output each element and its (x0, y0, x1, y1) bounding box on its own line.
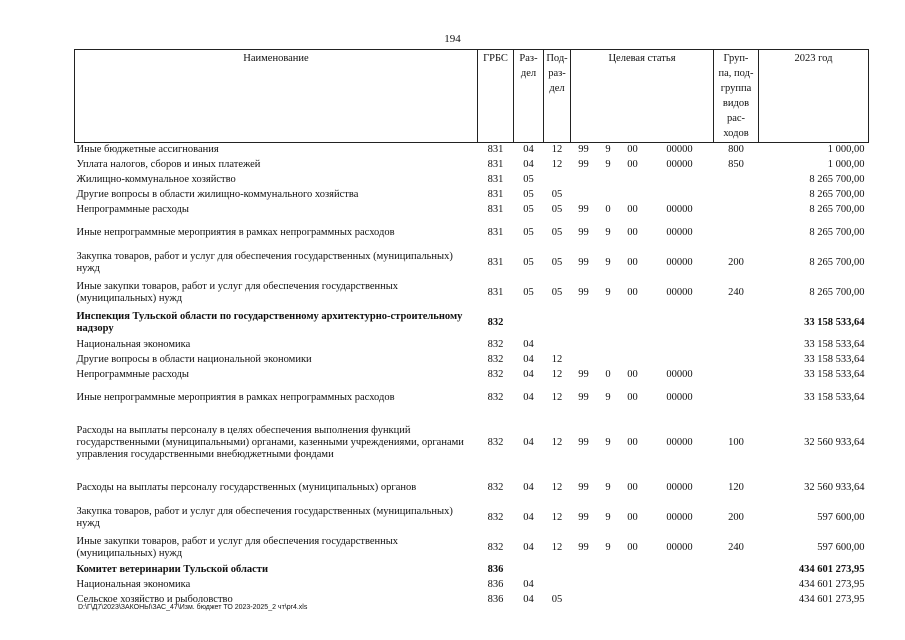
row-target-program (571, 353, 597, 368)
row-target-program (571, 173, 597, 188)
row-grbs: 831 (487, 286, 504, 298)
row-target-subprogram (597, 578, 620, 593)
row-podrazdel (544, 563, 571, 578)
row-razdel: 04 (523, 594, 534, 605)
row-name: Другие вопросы в области национальной экономики (76, 354, 312, 365)
row-grbs: 831 (487, 226, 504, 238)
row-amount: 33 158 533,64 (804, 369, 865, 380)
row-expense-group: 800 (728, 144, 744, 156)
row-amount: 434 601 273,95 (798, 594, 865, 605)
row-expense-group: 200 (728, 256, 744, 268)
table-row (75, 503, 869, 533)
row-podrazdel: 12 (551, 159, 563, 170)
table-row (75, 218, 869, 248)
row-amount: 32 560 933,64 (804, 436, 865, 448)
row-expense-group: 200 (728, 511, 744, 523)
row-podrazdel: 05 (551, 256, 563, 268)
row-target-direction (620, 563, 646, 578)
row-name: Закупка товаров, работ и услуг для обеспечения государственных (муниципальных) нужд (76, 250, 453, 274)
row-podrazdel (544, 578, 571, 593)
row-grbs: 832 (487, 436, 504, 448)
row-razdel: 05 (523, 256, 534, 268)
row-podrazdel: 05 (551, 286, 563, 298)
row-expense-group (714, 218, 759, 248)
header-razdel: Раз- дел (514, 50, 544, 143)
header-year: 2023 год (759, 50, 869, 143)
row-podrazdel: 12 (551, 391, 563, 403)
row-target-code: 00000 (666, 436, 693, 448)
row-podrazdel (544, 308, 571, 338)
row-target-direction: 00 (627, 369, 638, 380)
row-amount: 8 265 700,00 (809, 174, 865, 185)
row-razdel: 04 (523, 354, 534, 365)
row-target-program (571, 563, 597, 578)
row-grbs: 831 (487, 204, 504, 215)
row-target-subprogram: 9 (605, 511, 611, 523)
row-target-program (571, 188, 597, 203)
file-path-footer: D:\Г\Д7\2023\ЗАКОНЫ\ЗАС_47\Изм. бюджет ТО 2023-2025_2 чт\pr4.xls (78, 604, 308, 611)
row-target-code: 00000 (666, 511, 693, 523)
row-target-direction (620, 338, 646, 353)
row-target-subprogram: 9 (605, 226, 611, 238)
row-podrazdel: 12 (551, 354, 563, 365)
row-expense-group (714, 338, 759, 353)
table-row (75, 413, 869, 473)
row-target-code: 00000 (666, 159, 693, 170)
row-razdel: 05 (523, 189, 534, 200)
row-target-program (571, 308, 597, 338)
row-name: Непрограммные расходы (76, 369, 189, 380)
row-grbs: 832 (487, 354, 504, 365)
row-grbs: 831 (487, 189, 504, 200)
row-target-code (646, 353, 714, 368)
row-podrazdel (544, 338, 571, 353)
row-grbs: 832 (487, 541, 504, 553)
row-target-program: 99 (578, 226, 589, 238)
row-expense-group (714, 203, 759, 218)
row-expense-group: 240 (728, 541, 744, 553)
row-amount: 33 158 533,64 (804, 391, 865, 403)
header-name: Наименование (75, 50, 478, 143)
row-name: Сельское хозяйство и рыболовство (76, 594, 233, 605)
table-body (75, 143, 869, 608)
row-amount: 33 158 533,64 (804, 316, 865, 328)
row-razdel: 04 (523, 541, 534, 553)
row-podrazdel: 12 (551, 481, 563, 493)
row-target-code: 00000 (666, 541, 693, 553)
row-target-code (646, 173, 714, 188)
row-target-program: 99 (578, 391, 589, 403)
table-row (75, 338, 869, 353)
row-target-program: 99 (578, 511, 589, 523)
row-target-code: 00000 (666, 481, 693, 493)
row-target-code: 00000 (666, 369, 693, 380)
table-row (75, 188, 869, 203)
row-target-program: 99 (578, 204, 589, 215)
row-target-subprogram: 0 (605, 204, 611, 215)
row-amount: 434 601 273,95 (798, 564, 865, 575)
row-amount: 597 600,00 (817, 511, 865, 523)
row-razdel: 04 (523, 369, 534, 380)
row-target-subprogram: 9 (605, 541, 611, 553)
row-expense-group (714, 173, 759, 188)
row-target-subprogram (597, 593, 620, 608)
row-target-subprogram: 9 (605, 159, 611, 170)
row-podrazdel: 12 (551, 541, 563, 553)
row-target-program (571, 578, 597, 593)
table-row (75, 203, 869, 218)
row-name: Иные закупки товаров, работ и услуг для обеспечения государственных (муниципальных) нужд (76, 280, 399, 304)
row-target-direction (620, 188, 646, 203)
row-target-direction: 00 (627, 391, 638, 403)
row-target-code (646, 338, 714, 353)
row-target-code: 00000 (666, 286, 693, 298)
row-target-subprogram: 9 (605, 391, 611, 403)
row-target-direction (620, 353, 646, 368)
row-target-program: 99 (578, 286, 589, 298)
row-razdel: 04 (523, 579, 534, 590)
table-row (75, 248, 869, 278)
row-expense-group (714, 593, 759, 608)
row-name: Расходы на выплаты персоналу государственных (муниципальных) органов (76, 481, 417, 493)
row-amount: 1 000,00 (827, 159, 865, 170)
row-expense-group: 240 (728, 286, 744, 298)
row-target-program (571, 593, 597, 608)
row-razdel (514, 308, 544, 338)
row-target-code: 00000 (666, 204, 693, 215)
row-razdel: 04 (523, 159, 534, 170)
row-razdel: 05 (523, 174, 534, 185)
row-target-subprogram (597, 353, 620, 368)
row-target-subprogram (597, 338, 620, 353)
row-target-program: 99 (578, 159, 589, 170)
row-target-program: 99 (578, 369, 589, 380)
row-amount: 8 265 700,00 (809, 256, 865, 268)
row-target-direction (620, 593, 646, 608)
row-name: Иные непрограммные мероприятия в рамках непрограммных расходов (76, 226, 395, 238)
row-name: Иные непрограммные мероприятия в рамках непрограммных расходов (76, 391, 395, 403)
row-expense-group: 120 (728, 481, 744, 493)
table-row (75, 353, 869, 368)
row-name: Закупка товаров, работ и услуг для обеспечения государственных (муниципальных) нужд (76, 505, 453, 529)
table-row (75, 308, 869, 338)
page-number: 194 (444, 33, 461, 45)
row-name: Непрограммные расходы (76, 204, 189, 215)
row-name: Другие вопросы в области жилищно-коммунального хозяйства (76, 189, 359, 200)
row-target-direction (620, 308, 646, 338)
row-target-code: 00000 (666, 391, 693, 403)
table-row (75, 368, 869, 383)
row-target-program: 99 (578, 144, 589, 156)
row-podrazdel: 12 (551, 436, 563, 448)
row-target-direction (620, 578, 646, 593)
row-target-code (646, 593, 714, 608)
row-target-code (646, 563, 714, 578)
row-expense-group (714, 383, 759, 413)
row-podrazdel (544, 173, 571, 188)
row-target-subprogram: 9 (605, 481, 611, 493)
row-target-direction: 00 (627, 204, 638, 215)
row-amount: 8 265 700,00 (809, 204, 865, 215)
row-target-code: 00000 (666, 226, 693, 238)
row-grbs: 832 (487, 391, 504, 403)
header-grbs: ГРБС (478, 50, 514, 143)
table-row (75, 143, 869, 158)
row-razdel: 05 (523, 204, 534, 215)
row-podrazdel: 05 (551, 204, 563, 215)
budget-table (74, 49, 869, 608)
table-row (75, 158, 869, 173)
row-expense-group (714, 353, 759, 368)
row-grbs: 836 (487, 579, 504, 590)
row-podrazdel: 12 (551, 144, 563, 156)
row-target-subprogram (597, 188, 620, 203)
row-grbs: 832 (487, 316, 504, 328)
row-target-subprogram (597, 563, 620, 578)
header-target-article: Целевая статья (571, 50, 714, 143)
row-grbs: 831 (487, 159, 504, 170)
table-row (75, 383, 869, 413)
row-target-subprogram: 9 (605, 256, 611, 268)
row-expense-group (714, 308, 759, 338)
table-row (75, 473, 869, 503)
row-target-direction: 00 (627, 436, 638, 448)
table-row (75, 173, 869, 188)
row-grbs: 836 (487, 564, 504, 575)
row-name: Жилищно-коммунальное хозяйство (76, 174, 236, 185)
row-grbs: 831 (487, 174, 504, 185)
row-target-code (646, 188, 714, 203)
row-target-program: 99 (578, 481, 589, 493)
row-target-subprogram: 0 (605, 369, 611, 380)
row-target-subprogram: 9 (605, 436, 611, 448)
row-target-direction: 00 (627, 144, 638, 156)
row-razdel (514, 563, 544, 578)
header-podrazdel: Под- раз- дел (544, 50, 571, 143)
row-grbs: 831 (487, 256, 504, 268)
row-grbs: 831 (487, 144, 504, 156)
row-razdel: 04 (523, 511, 534, 523)
row-amount: 8 265 700,00 (809, 189, 865, 200)
row-expense-group (714, 578, 759, 593)
row-target-direction: 00 (627, 541, 638, 553)
row-grbs: 832 (487, 339, 504, 350)
row-podrazdel: 12 (551, 369, 563, 380)
row-podrazdel: 05 (551, 189, 563, 200)
row-razdel: 05 (523, 286, 534, 298)
row-amount: 597 600,00 (817, 541, 865, 553)
row-target-direction: 00 (627, 226, 638, 238)
row-target-subprogram: 9 (605, 286, 611, 298)
row-target-code: 00000 (666, 256, 693, 268)
row-grbs: 836 (487, 594, 504, 605)
row-name: Расходы на выплаты персоналу в целях обеспечения выполнения функций государственными (муниципальными) органами, казенными учреждениями, органами управления государственными внебюджетными фондами (76, 424, 464, 460)
row-razdel: 05 (523, 226, 534, 238)
row-name: Уплата налогов, сборов и иных платежей (76, 159, 261, 170)
table-row (75, 278, 869, 308)
header-expense-group: Груп- па, под- группа видов рас- ходов (714, 50, 759, 143)
row-name: Инспекция Тульской области по государственному архитектурно-строительному надзору (76, 310, 463, 334)
row-podrazdel: 05 (551, 226, 563, 238)
row-grbs: 832 (487, 369, 504, 380)
row-target-code (646, 308, 714, 338)
row-razdel: 04 (523, 339, 534, 350)
row-expense-group: 850 (728, 159, 744, 170)
table-header-row (75, 50, 869, 143)
row-target-code (646, 578, 714, 593)
row-target-subprogram: 9 (605, 144, 611, 156)
row-target-subprogram (597, 308, 620, 338)
row-target-program: 99 (578, 541, 589, 553)
row-name: Иные бюджетные ассигнования (76, 144, 219, 156)
row-target-program (571, 338, 597, 353)
row-amount: 8 265 700,00 (809, 226, 865, 238)
row-target-direction: 00 (627, 256, 638, 268)
table-row (75, 533, 869, 563)
row-amount: 32 560 933,64 (804, 481, 865, 493)
row-amount: 1 000,00 (827, 144, 865, 156)
row-razdel: 04 (523, 144, 534, 156)
row-expense-group (714, 368, 759, 383)
row-expense-group: 100 (728, 436, 744, 448)
row-name: Национальная экономика (76, 579, 191, 590)
row-target-direction: 00 (627, 159, 638, 170)
row-name: Национальная экономика (76, 339, 191, 350)
row-podrazdel: 12 (551, 511, 563, 523)
row-target-code: 00000 (666, 144, 693, 156)
row-target-direction: 00 (627, 481, 638, 493)
row-amount: 33 158 533,64 (804, 339, 865, 350)
row-razdel: 04 (523, 481, 534, 493)
row-target-direction: 00 (627, 511, 638, 523)
row-target-direction: 00 (627, 286, 638, 298)
row-expense-group (714, 563, 759, 578)
row-expense-group (714, 188, 759, 203)
row-target-program: 99 (578, 256, 589, 268)
row-grbs: 832 (487, 511, 504, 523)
table-row (75, 578, 869, 593)
row-podrazdel: 05 (551, 594, 563, 605)
row-target-subprogram (597, 173, 620, 188)
row-razdel: 04 (523, 436, 534, 448)
row-name: Комитет ветеринарии Тульской области (76, 564, 269, 575)
row-razdel: 04 (523, 391, 534, 403)
row-target-direction (620, 173, 646, 188)
row-name: Иные закупки товаров, работ и услуг для обеспечения государственных (муниципальных) нужд (76, 535, 399, 559)
row-grbs: 832 (487, 481, 504, 493)
row-amount: 33 158 533,64 (804, 354, 865, 365)
row-target-program: 99 (578, 436, 589, 448)
table-row (75, 563, 869, 578)
row-amount: 434 601 273,95 (798, 579, 865, 590)
row-amount: 8 265 700,00 (809, 286, 865, 298)
